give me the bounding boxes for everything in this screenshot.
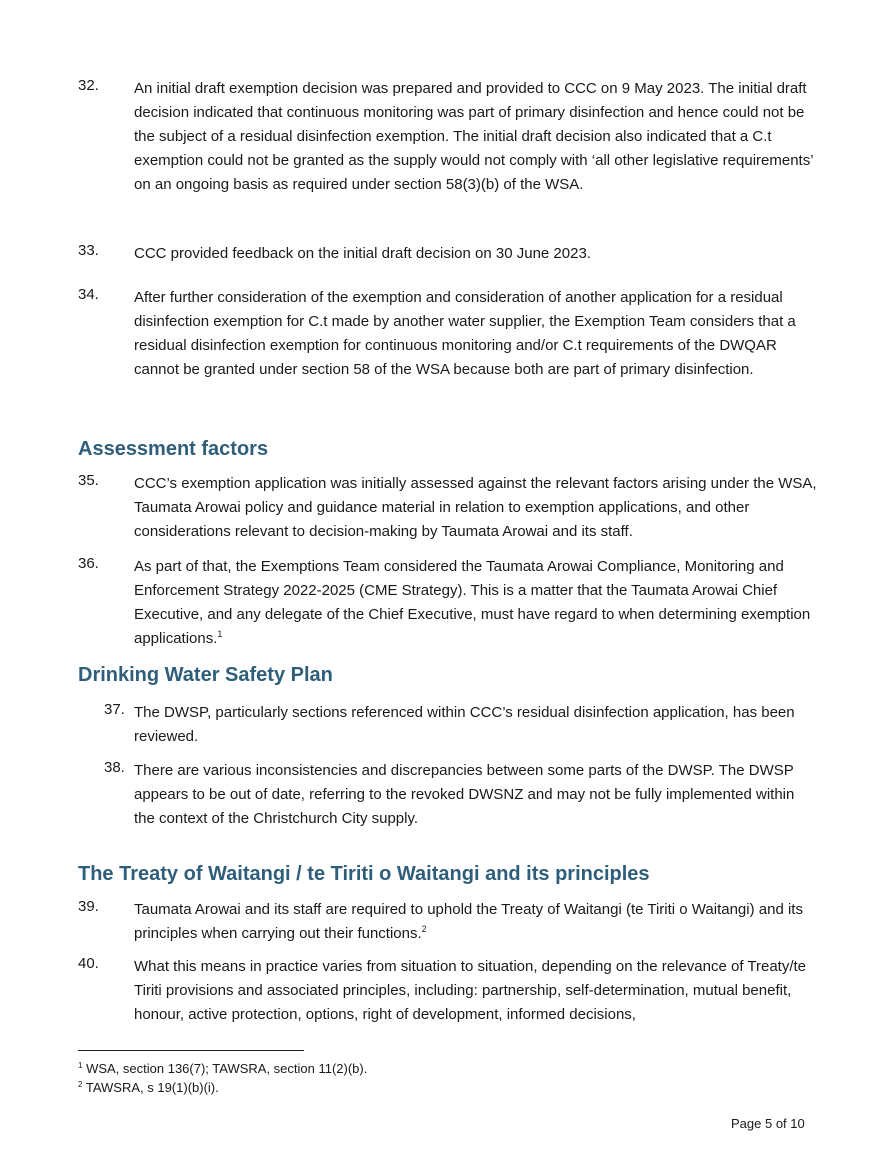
paragraph-36 xyxy=(78,555,818,651)
paragraph-text xyxy=(134,898,818,946)
paragraph-number: 36. xyxy=(78,555,99,572)
footnote-1 xyxy=(78,1060,367,1078)
paragraph-34 xyxy=(78,286,818,382)
paragraph-number: 32. xyxy=(78,77,99,94)
paragraph-text: After further consideration of the exemption and consideration of another application for a residual disinfection exemption for C.t made by another water supplier, the Exemption Team considers that a residual disinfection exemption for continuous monitoring and/or C.t requirements of the DWQAR cannot be granted under section 58 of the WSA because both are part of primary disinfection. xyxy=(134,289,796,378)
paragraph-35 xyxy=(78,472,818,544)
paragraph-40 xyxy=(78,955,818,1027)
heading-treaty-of-waitangi: The Treaty of Waitangi / te Tiriti o Waitangi and its principles xyxy=(78,863,650,885)
footnote-number: 1 xyxy=(78,1061,83,1070)
paragraph-text xyxy=(134,555,818,651)
paragraph-text: An initial draft exemption decision was prepared and provided to CCC on 9 May 2023. The initial draft decision indicated that continuous monitoring was part of primary disinfection and hence could not be the subject of a residual disinfection exemption. The initial draft decision also indicated that a C.t exemption could not be granted as the supply would not comply with ‘all other legislative requirements’ on an ongoing basis as required under section 58(3)(b) of the WSA. xyxy=(134,80,813,193)
paragraph-number: 40. xyxy=(78,955,99,972)
paragraph-number: 39. xyxy=(78,898,99,915)
paragraph-number: 33. xyxy=(78,242,99,259)
paragraph-text: CCC’s exemption application was initially assessed against the relevant factors arising under the WSA, Taumata Arowai policy and guidance material in relation to exemption applications, and other considerations relevant to decision-making by Taumata Arowai and its staff. xyxy=(134,475,817,540)
footnote-divider xyxy=(78,1050,304,1051)
paragraph-32 xyxy=(78,77,818,197)
footnote-text: TAWSRA, s 19(1)(b)(i). xyxy=(85,1080,219,1095)
footnote-2 xyxy=(78,1079,219,1097)
paragraph-body: Taumata Arowai and its staff are required to uphold the Treaty of Waitangi (te Tiriti o Waitangi) and its principles when carrying out their functions. xyxy=(134,901,803,942)
paragraph-39 xyxy=(78,898,818,946)
paragraph-38 xyxy=(104,759,816,831)
paragraph-33 xyxy=(78,242,818,266)
paragraph-body: As part of that, the Exemptions Team considered the Taumata Arowai Compliance, Monitoring and Enforcement Strategy 2022-2025 (CME Strategy). This is a matter that the Taumata Arowai Chief Executive, and any delegate of the Chief Executive, must have regard to when determining exemption applications. xyxy=(134,558,811,647)
footnote-ref-2[interactable]: 2 xyxy=(421,924,427,934)
paragraph-text: There are various inconsistencies and discrepancies between some parts of the DWSP. The DWSP appears to be out of date, referring to the revoked DWSNZ and may not be fully implemented within the context of the Christchurch City supply. xyxy=(134,762,795,827)
footnote-text: WSA, section 136(7); TAWSRA, section 11(2)(b). xyxy=(86,1061,368,1076)
paragraph-number: 35. xyxy=(78,472,99,489)
footnote-number: 2 xyxy=(78,1080,83,1089)
heading-assessment-factors: Assessment factors xyxy=(78,438,269,460)
paragraph-37 xyxy=(104,701,816,749)
paragraph-text: What this means in practice varies from situation to situation, depending on the relevance of Treaty/te Tiriti provisions and associated principles, including: partnership, self-determination, mutual benefit, honour, active protection, options, right of development, informed decisions, xyxy=(134,958,807,1023)
paragraph-number: 37. xyxy=(104,701,125,718)
paragraph-number: 38. xyxy=(104,759,125,776)
paragraph-text: The DWSP, particularly sections referenced within CCC’s residual disinfection application, has been reviewed. xyxy=(134,704,795,745)
heading-drinking-water-safety-plan: Drinking Water Safety Plan xyxy=(78,664,333,686)
paragraph-text: CCC provided feedback on the initial draft decision on 30 June 2023. xyxy=(134,245,591,262)
footnote-ref-1[interactable]: 1 xyxy=(217,629,223,639)
paragraph-number: 34. xyxy=(78,286,99,303)
page-number: Page 5 of 10 xyxy=(731,1116,805,1131)
